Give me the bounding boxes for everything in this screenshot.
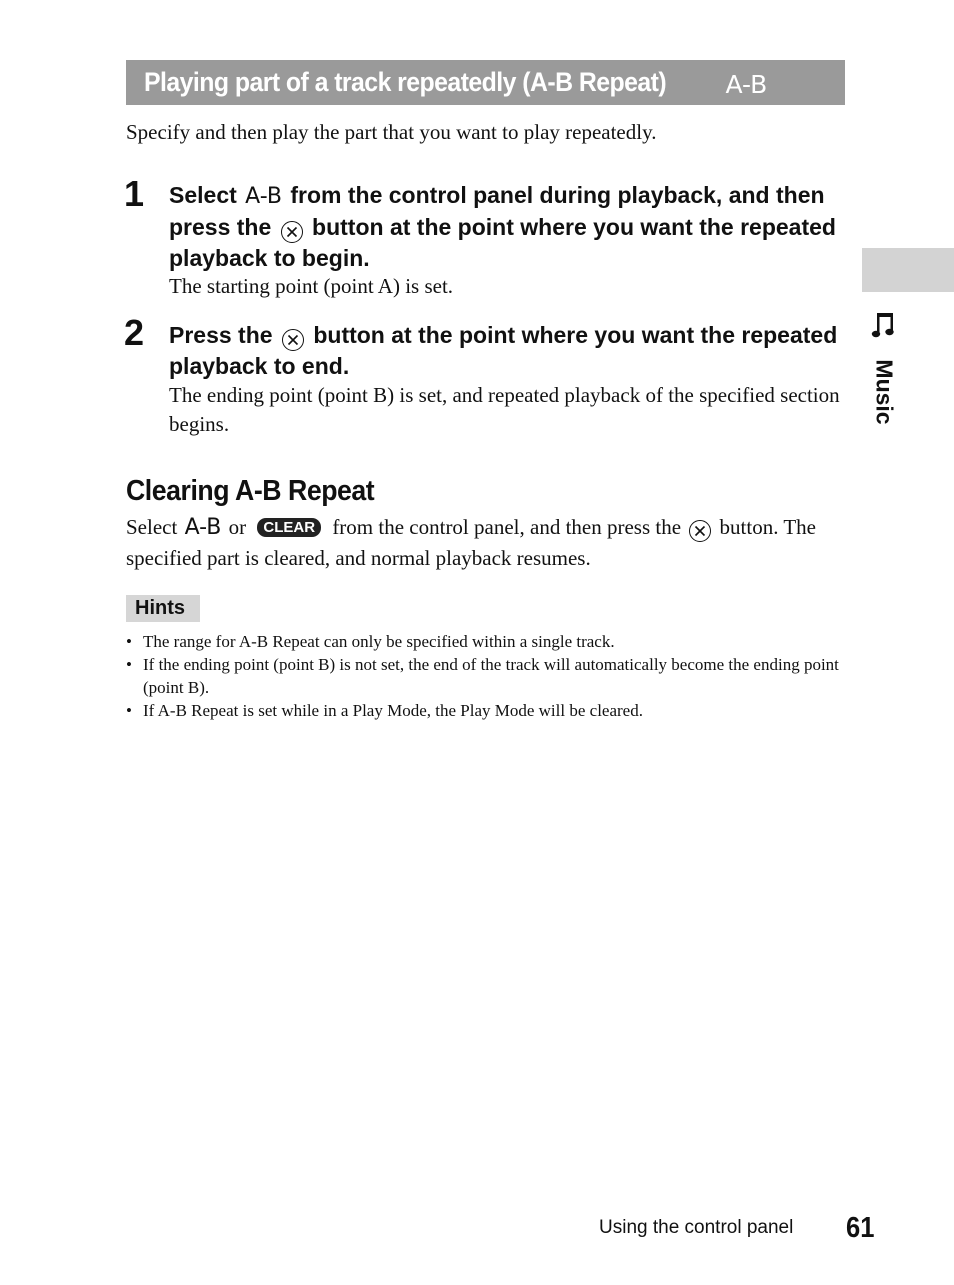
hints-label: Hints — [126, 595, 200, 622]
step-2-text-b: button at the point where you want the repeated playback to end. — [169, 322, 838, 379]
circle-x-button-icon — [281, 221, 303, 243]
step-1-number: 1 — [124, 173, 145, 214]
footer-section-title: Using the control panel — [599, 1217, 794, 1238]
clearing-text-a: Select — [126, 515, 178, 539]
step-1-text-c: button at the point where you want the repeated playback to begin. — [169, 214, 836, 271]
hint-item — [126, 653, 846, 699]
hint-text: The range for A-B Repeat can only be specified within a single track. — [143, 632, 615, 651]
clearing-text-b: from the control panel, and then press the — [332, 515, 682, 539]
a-b-repeat-icon: A-B — [725, 70, 768, 99]
hint-text: If A-B Repeat is set while in a Play Mode, the Play Mode will be cleared. — [143, 701, 643, 720]
step-1-result: The starting point (point A) is set. — [169, 274, 454, 298]
hint-text: If the ending point (point B) is not set, the end of the track will automatically become the ending point (point B). — [143, 655, 839, 697]
chapter-label: Music — [871, 359, 898, 425]
music-note-icon — [871, 310, 897, 340]
page-title: Playing part of a track repeatedly (A-B Repeat) — [144, 67, 667, 97]
a-b-repeat-icon: A-B — [184, 515, 222, 540]
step-2-text-a: Press the — [169, 322, 273, 348]
circle-x-button-icon — [282, 329, 304, 351]
bullet: • — [126, 701, 132, 720]
clearing-text-c: button. The specified part is cleared, and normal playback resumes. — [126, 515, 816, 570]
hint-item — [126, 630, 846, 653]
hint-item — [126, 699, 846, 722]
bullet: • — [126, 655, 132, 674]
step-2-number: 2 — [124, 312, 145, 353]
step-2-result: The ending point (point B) is set, and repeated playback of the specified section begins. — [169, 383, 840, 436]
clearing-text — [126, 512, 856, 573]
step-1-instruction — [169, 180, 849, 274]
step-1-text-a: Select — [169, 182, 237, 208]
step-2-instruction — [169, 320, 849, 382]
hints-list — [126, 630, 846, 722]
intro-text: Specify and then play the part that you want to play repeatedly. — [126, 120, 657, 144]
clearing-or: or — [228, 515, 247, 539]
section-title-bar — [126, 60, 845, 105]
step-1-text-b: from the control panel during playback, and then press the — [169, 182, 825, 240]
page-number: 61 — [846, 1212, 875, 1244]
bullet: • — [126, 632, 132, 651]
circle-x-button-icon — [689, 520, 711, 542]
clear-icon: CLEAR — [257, 518, 321, 537]
a-b-repeat-icon: A-B — [245, 184, 282, 209]
clearing-heading: Clearing A-B Repeat — [126, 475, 375, 507]
chapter-tab — [862, 248, 954, 292]
